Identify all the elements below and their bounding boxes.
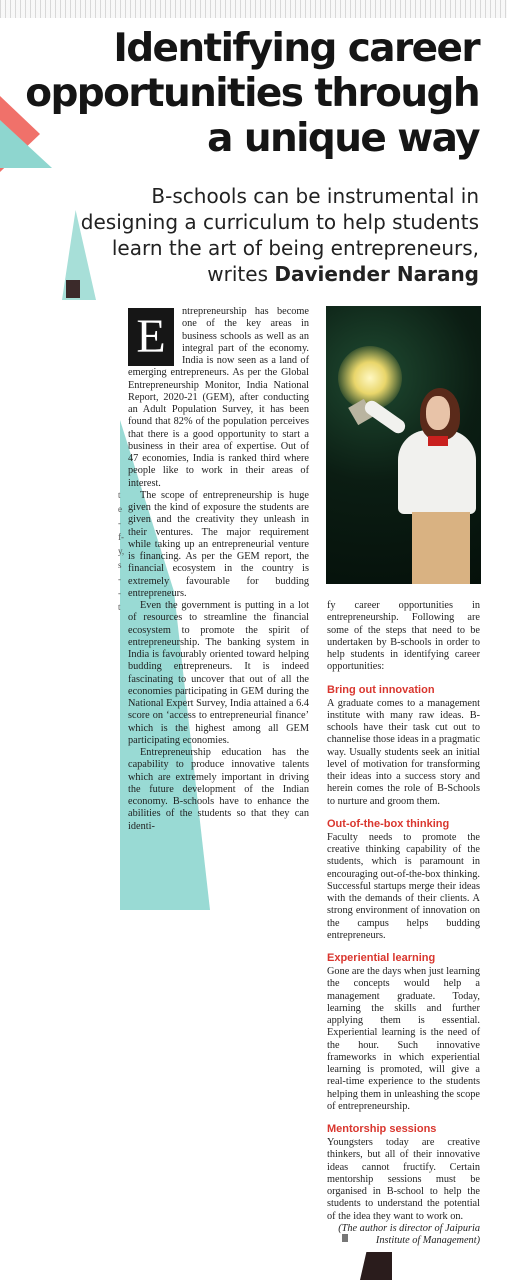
paragraph-mentorship: Youngsters today are creative thinkers, but all of their innovative ideas cannot fructify. Certain mentorship sessions must be organised in B-school to help the students to understand the potential of the idea they want to work on. xyxy=(327,1137,480,1222)
paragraph-steps: fy career opportunities in entrepreneurship. Following are some of the steps that need to be undertaken by B-schools in order to help students in identifying career opportunities: xyxy=(327,600,480,673)
article-column-1 xyxy=(128,306,309,833)
article-column-2 xyxy=(327,600,480,1247)
photo-face xyxy=(426,396,450,430)
drop-cap: E xyxy=(128,308,174,366)
photo-skirt xyxy=(412,512,470,584)
deck-line-2: designing a curriculum to help students xyxy=(80,210,479,234)
decorative-bottom-shape xyxy=(360,1252,392,1280)
paragraph-education: Entrepreneurship education has the capability to produce innovative talents which are extremely important in driving the future development of the Indian economy. B-schools have to enhance the abilities of the students so that they can identi- xyxy=(128,747,309,832)
paragraph-scope: The scope of entrepreneurship is huge given the kind of exposure the students are given and the creativity they unleash in their ventures. The major requirement while taking up an entrepreneurial venture is financing. As per the GEM report, the financial ecosystem in the country is extremely favourable for budding entrepreneurs. xyxy=(128,489,309,599)
subhead-innovation: Bring out innovation xyxy=(327,683,435,696)
paragraph-government: Even the government is putting in a lot of resources to streamline the financial ecosystem to promote the spirit of entrepreneurship. The banking system in India is favourably oriented toward helping budding entrepreneurs. It is indeed fascinating to uncover that out of all the economies participating in GEM during the National Expert Survey, India attained a 6.4 score on ‘access to entrepreneurial finance’ which is the highest among all GEM participating economies. xyxy=(128,600,309,746)
deck-subheadline xyxy=(59,183,479,287)
headline xyxy=(9,26,479,161)
adjacent-column-fragments: t e - f- y, s - - t xyxy=(118,490,125,612)
deck-line-1: B-schools can be instrumental in xyxy=(151,184,479,208)
headline-line-2: opportunities through xyxy=(25,71,479,116)
headline-line-1: Identifying career xyxy=(113,26,479,71)
subhead-mentorship: Mentorship sessions xyxy=(327,1123,437,1135)
photo-bow xyxy=(428,436,448,446)
author-name: Daviender Narang xyxy=(274,262,479,286)
subhead-thinking: Out-of-the-box thinking xyxy=(327,817,450,830)
subhead-learning: Experiential learning xyxy=(327,952,436,964)
article-photo xyxy=(326,306,481,584)
headline-line-3: a unique way xyxy=(207,116,479,161)
byline xyxy=(59,261,479,287)
paragraph-intro: ntrepreneurship has become one of the key areas in business schools as well as an integral part of the economy. India is now seen as a land of emerging entrepreneurs. As per the Global Entrepreneurship Monitor, India National Report, 2020-21 (GEM), after conducting an Adult Population Survey, it has been found that 82% of the population perceives that there is a good opportunity to start a business in their area of expertise. Out of 47 economies, India is ranked third where people like to work in their areas of interest. xyxy=(128,306,309,489)
deck-line-3: learn the art of being entrepreneurs, xyxy=(111,236,479,260)
decorative-marker xyxy=(342,1234,348,1242)
paragraph-thinking: Faculty needs to promote the creative thinking capability of the students, which is paramount in encouraging out-of-the-box thinking. Successful startups merge their ideas with the demands of their clients. A strong environment of innovation on the campus helps budding entrepreneurs. xyxy=(327,831,480,941)
author-credit: (The author is director of Jaipuria Institute of Management) xyxy=(338,1222,480,1246)
page-top-strip xyxy=(0,0,507,18)
paragraph-innovation: A graduate comes to a management institute with many raw ideas. B-schools have their task cut out to channelise those ideas in a pragmatic way. Usually students seek an initial level of motivation for transforming their ideas into a success story and herein comes the role of B-Schools to nurture and groom them. xyxy=(327,697,480,807)
paragraph-learning: Gone are the days when just learning the concepts would help a management graduate. Today, learning the skills and further applying them is essential. Experiential learning is the need of the hour. Such innovative frameworks in which experiential learning is promoted, will give a real-time experience to the students helping them in unleashing the scope of entrepreneurship. xyxy=(327,966,480,1112)
byline-writes: writes xyxy=(207,262,268,286)
